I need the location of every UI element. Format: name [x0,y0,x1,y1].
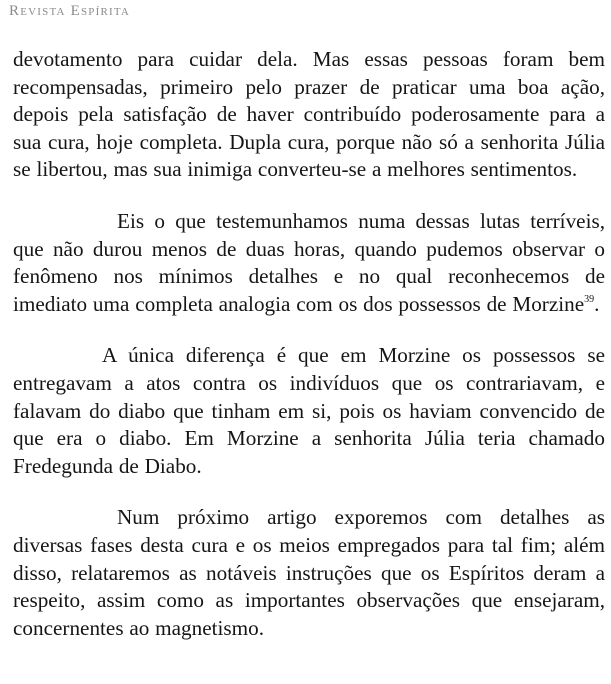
page-body [13,46,605,666]
footnote-reference[interactable]: 39 [584,293,595,305]
paragraph-2 [13,208,605,318]
paragraph-2-text: Eis o que testemunhamos numa dessas lutas terríveis, que não durou menos de duas horas, quando pudemos observar o fenômeno nos mínimos detalhes e no qual reconhecemos de imediato uma completa analogia com os dos possessos de Morzine [13,208,605,316]
paragraph-4: Num próximo artigo exporemos com detalhes as diversas fases desta cura e os meios empregados para tal fim; além disso, relataremos as notáveis instruções que os Espíritos deram a respeito, assim como as importantes observações que ensejaram, concernentes ao magnetismo. [13,505,605,640]
paragraph-2-tail: . [594,291,600,316]
paragraph-1: devotamento para cuidar dela. Mas essas pessoas foram bem recompensadas, primeiro pelo prazer de praticar uma boa ação, depois pela satisfação de haver contribuído poderosamente para a sua cura, hoje completa. Dupla cura, porque não só a senhorita Júlia se libertou, mas sua inimiga converteu-se a melhores sentimentos. [13,47,605,182]
running-header: Revista Espírita [9,3,131,19]
paragraph-3: A única diferença é que em Morzine os possessos se entregavam a atos contra os indivíduos que os contrariavam, e falavam do diabo que tinham em si, pois os haviam convencido de que era o diabo. Em Morzine a senhorita Júlia teria chamado Fredegunda de Diabo. [13,343,605,478]
